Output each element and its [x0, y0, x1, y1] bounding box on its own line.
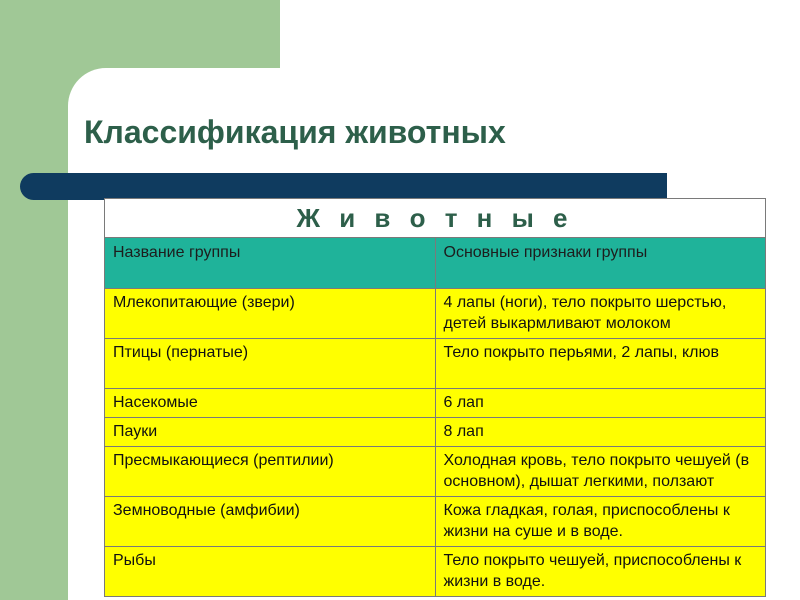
group-features-cell: 6 лап: [435, 389, 766, 418]
group-name-cell: Рыбы: [105, 547, 436, 597]
column-header-group-name: Название группы: [105, 238, 436, 289]
group-name-cell: Пресмыкающиеся (рептилии): [105, 447, 436, 497]
group-name-cell: Земноводные (амфибии): [105, 497, 436, 547]
group-name-cell: Пауки: [105, 418, 436, 447]
table-row: [105, 497, 766, 547]
table-caption: Ж и в о т н ы е: [105, 199, 766, 238]
table-header-row: [105, 238, 766, 289]
group-name-cell: Насекомые: [105, 389, 436, 418]
table-row: [105, 339, 766, 389]
group-name-cell: Птицы (пернатые): [105, 339, 436, 389]
group-features-cell: Тело покрыто перьями, 2 лапы, клюв: [435, 339, 766, 389]
group-features-cell: Тело покрыто чешуей, приспособлены к жизни в воде.: [435, 547, 766, 597]
table-row: [105, 447, 766, 497]
table-row: [105, 418, 766, 447]
group-features-cell: 8 лап: [435, 418, 766, 447]
slide-title: Классификация животных: [84, 114, 506, 150]
group-name-cell: Млекопитающие (звери): [105, 289, 436, 339]
column-header-features: Основные признаки группы: [435, 238, 766, 289]
table-row: [105, 389, 766, 418]
group-features-cell: Кожа гладкая, голая, приспособлены к жизни на суше и в воде.: [435, 497, 766, 547]
classification-table-container: [104, 198, 766, 597]
classification-table: [104, 198, 766, 597]
table-caption-row: [105, 199, 766, 238]
table-row: [105, 289, 766, 339]
table-row: [105, 547, 766, 597]
group-features-cell: 4 лапы (ноги), тело покрыто шерстью, детей выкармливают молоком: [435, 289, 766, 339]
title-underline-bar: [20, 173, 667, 200]
group-features-cell: Холодная кровь, тело покрыто чешуей (в основном), дышат легкими, ползают: [435, 447, 766, 497]
